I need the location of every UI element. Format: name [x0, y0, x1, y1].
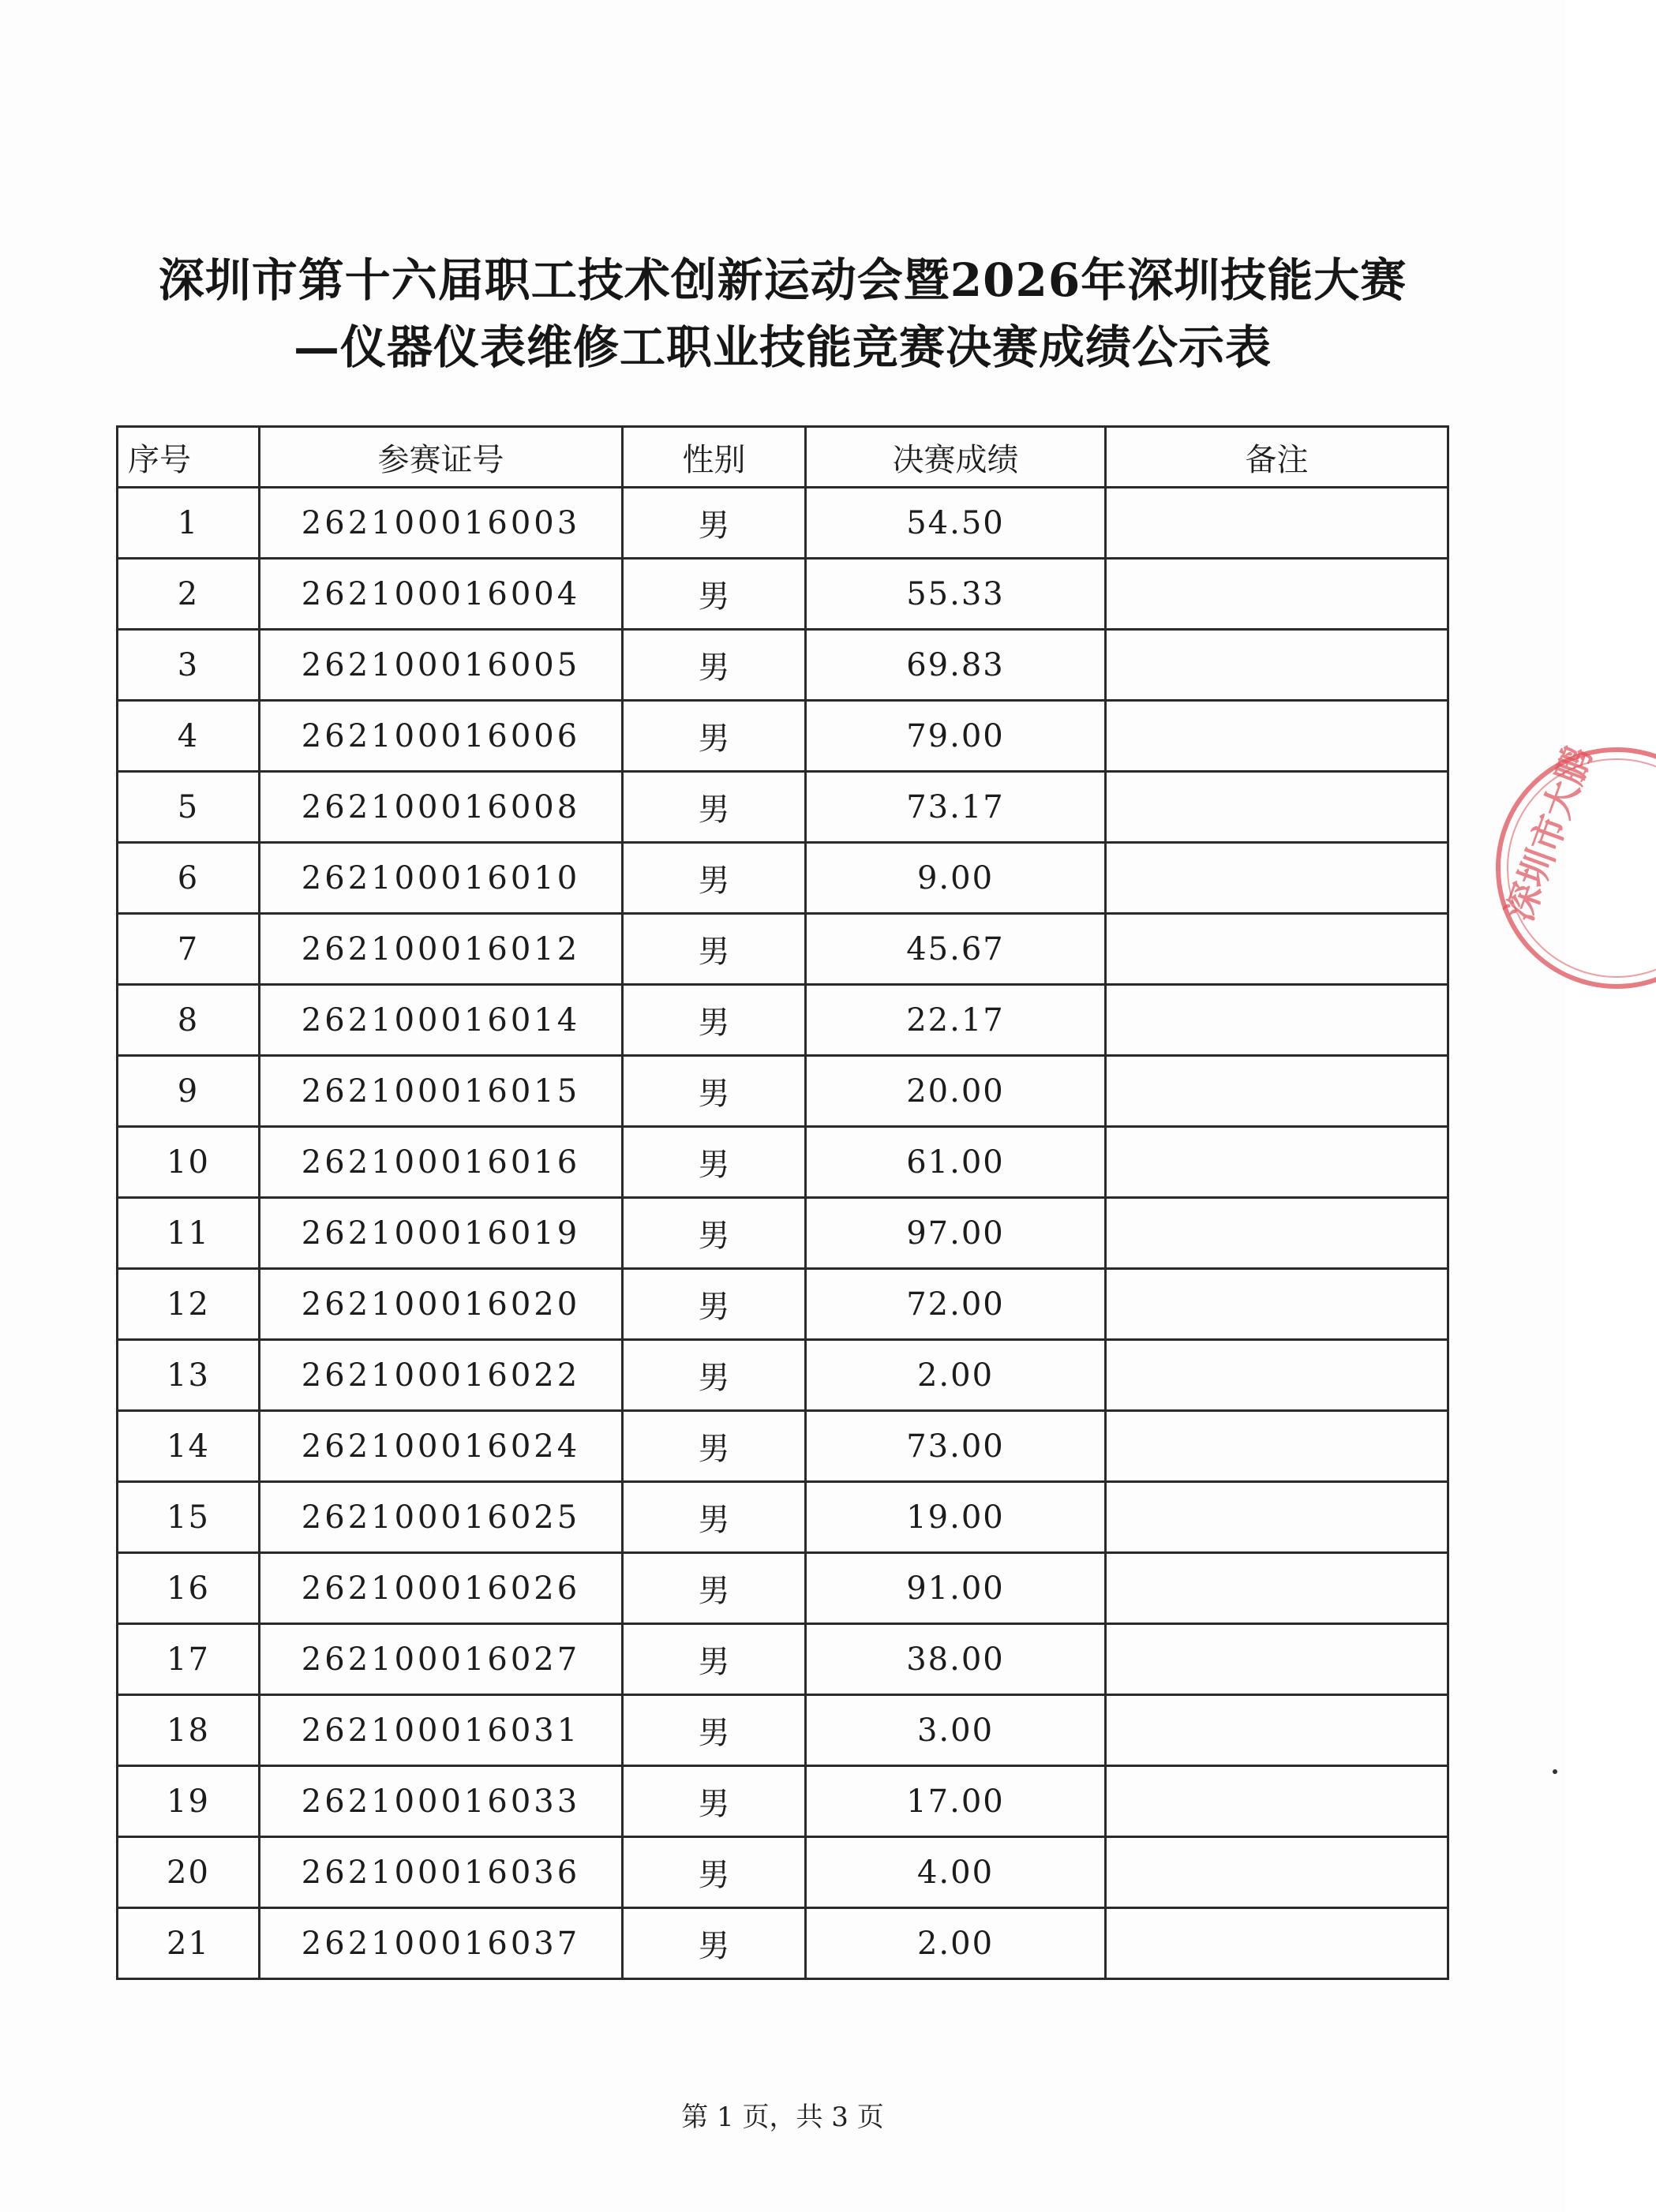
row-score-cell: 54.50: [806, 488, 1106, 559]
row-gender-cell: 男: [623, 1340, 806, 1411]
row-seq-cell: 11: [118, 1198, 260, 1269]
row-score-cell: 17.00: [806, 1766, 1106, 1837]
row-cert-number-cell: 262100016027: [260, 1624, 623, 1695]
row-gender-cell: 男: [623, 1766, 806, 1837]
row-gender-cell: 男: [623, 1482, 806, 1553]
row-remark-cell: [1106, 914, 1448, 985]
row-cert-number-cell: 262100016022: [260, 1340, 623, 1411]
row-seq-cell: 10: [118, 1127, 260, 1198]
row-cert-number-cell: 262100016012: [260, 914, 623, 985]
page-number: 第 1 页，共 3 页: [681, 2102, 884, 2133]
row-remark-cell: [1106, 630, 1448, 701]
table-row: [118, 488, 1448, 559]
row-seq-cell: 4: [118, 701, 260, 772]
document-title-line-1: 深圳市第十六届职工技术创新运动会暨2026年深圳技能大赛: [158, 253, 1407, 307]
row-gender-cell: 男: [623, 1269, 806, 1340]
table-row: [118, 772, 1448, 843]
row-score-cell: 2.00: [806, 1340, 1106, 1411]
row-cert-number-cell: 262100016036: [260, 1837, 623, 1908]
header-remark: 备注: [1106, 427, 1448, 488]
row-seq-cell: 15: [118, 1482, 260, 1553]
table-row: [118, 1340, 1448, 1411]
row-score-cell: 2.00: [806, 1908, 1106, 1979]
row-remark-cell: [1106, 985, 1448, 1056]
row-gender-cell: 男: [623, 559, 806, 630]
header-seq: 序号: [118, 427, 260, 488]
row-score-cell: 45.67: [806, 914, 1106, 985]
row-gender-cell: 男: [623, 701, 806, 772]
row-remark-cell: [1106, 1198, 1448, 1269]
table-row: [118, 1056, 1448, 1127]
header-final-score: 决赛成绩: [806, 427, 1106, 488]
row-gender-cell: 男: [623, 843, 806, 914]
row-remark-cell: [1106, 701, 1448, 772]
row-gender-cell: 男: [623, 772, 806, 843]
table-row: [118, 1411, 1448, 1482]
row-seq-cell: 14: [118, 1411, 260, 1482]
row-score-cell: 97.00: [806, 1198, 1106, 1269]
table-row: [118, 1624, 1448, 1695]
row-score-cell: 73.17: [806, 772, 1106, 843]
table-row: [118, 1269, 1448, 1340]
row-gender-cell: 男: [623, 1624, 806, 1695]
row-cert-number-cell: 262100016016: [260, 1127, 623, 1198]
official-seal-stamp: [1474, 726, 1656, 1010]
results-table: [116, 425, 1449, 1980]
row-cert-number-cell: 262100016015: [260, 1056, 623, 1127]
row-seq-cell: 8: [118, 985, 260, 1056]
row-cert-number-cell: 262100016005: [260, 630, 623, 701]
row-seq-cell: 13: [118, 1340, 260, 1411]
row-seq-cell: 6: [118, 843, 260, 914]
row-seq-cell: 3: [118, 630, 260, 701]
row-cert-number-cell: 262100016014: [260, 985, 623, 1056]
table-row: [118, 1553, 1448, 1624]
table-row: [118, 1127, 1448, 1198]
row-seq-cell: 2: [118, 559, 260, 630]
row-cert-number-cell: 262100016024: [260, 1411, 623, 1482]
row-gender-cell: 男: [623, 985, 806, 1056]
svg-text:深圳市大鹏: 深圳市大鹏: [1497, 741, 1601, 926]
table-row: [118, 1908, 1448, 1979]
row-remark-cell: [1106, 1837, 1448, 1908]
row-remark-cell: [1106, 1624, 1448, 1695]
row-remark-cell: [1106, 1482, 1448, 1553]
table-row: [118, 843, 1448, 914]
row-gender-cell: 男: [623, 1553, 806, 1624]
row-remark-cell: [1106, 488, 1448, 559]
row-seq-cell: 9: [118, 1056, 260, 1127]
row-seq-cell: 18: [118, 1695, 260, 1766]
row-seq-cell: 17: [118, 1624, 260, 1695]
row-seq-cell: 16: [118, 1553, 260, 1624]
row-remark-cell: [1106, 1553, 1448, 1624]
table-row: [118, 559, 1448, 630]
row-remark-cell: [1106, 843, 1448, 914]
table-row: [118, 985, 1448, 1056]
row-gender-cell: 男: [623, 1908, 806, 1979]
row-gender-cell: 男: [623, 1127, 806, 1198]
row-gender-cell: 男: [623, 914, 806, 985]
row-cert-number-cell: 262100016008: [260, 772, 623, 843]
row-seq-cell: 7: [118, 914, 260, 985]
row-gender-cell: 男: [623, 1695, 806, 1766]
row-score-cell: 20.00: [806, 1056, 1106, 1127]
row-cert-number-cell: 262100016004: [260, 559, 623, 630]
row-remark-cell: [1106, 1056, 1448, 1127]
row-cert-number-cell: 262100016025: [260, 1482, 623, 1553]
row-gender-cell: 男: [623, 488, 806, 559]
row-score-cell: 69.83: [806, 630, 1106, 701]
table-row: [118, 1482, 1448, 1553]
row-score-cell: 73.00: [806, 1411, 1106, 1482]
row-score-cell: 38.00: [806, 1624, 1106, 1695]
row-remark-cell: [1106, 1411, 1448, 1482]
row-cert-number-cell: 262100016026: [260, 1553, 623, 1624]
row-cert-number-cell: 262100016019: [260, 1198, 623, 1269]
row-gender-cell: 男: [623, 1411, 806, 1482]
row-remark-cell: [1106, 1269, 1448, 1340]
table-row: [118, 1837, 1448, 1908]
row-cert-number-cell: 262100016033: [260, 1766, 623, 1837]
table-row: [118, 630, 1448, 701]
row-cert-number-cell: 262100016003: [260, 488, 623, 559]
row-remark-cell: [1106, 559, 1448, 630]
row-gender-cell: 男: [623, 630, 806, 701]
row-seq-cell: 21: [118, 1908, 260, 1979]
row-gender-cell: 男: [623, 1837, 806, 1908]
row-score-cell: 4.00: [806, 1837, 1106, 1908]
header-cert-number: 参赛证号: [260, 427, 623, 488]
table-body: [118, 488, 1448, 1979]
row-remark-cell: [1106, 1695, 1448, 1766]
row-remark-cell: [1106, 1766, 1448, 1837]
table-row: [118, 701, 1448, 772]
row-cert-number-cell: 262100016037: [260, 1908, 623, 1979]
table-header-row: [118, 427, 1448, 488]
row-remark-cell: [1106, 1127, 1448, 1198]
row-score-cell: 72.00: [806, 1269, 1106, 1340]
table-row: [118, 1198, 1448, 1269]
row-seq-cell: 12: [118, 1269, 260, 1340]
row-remark-cell: [1106, 772, 1448, 843]
row-seq-cell: 5: [118, 772, 260, 843]
row-cert-number-cell: 262100016010: [260, 843, 623, 914]
table-row: [118, 1695, 1448, 1766]
row-gender-cell: 男: [623, 1056, 806, 1127]
row-cert-number-cell: 262100016031: [260, 1695, 623, 1766]
row-score-cell: 61.00: [806, 1127, 1106, 1198]
row-score-cell: 55.33: [806, 559, 1106, 630]
row-seq-cell: 1: [118, 488, 260, 559]
header-gender: 性别: [623, 427, 806, 488]
row-remark-cell: [1106, 1340, 1448, 1411]
scan-speck: [1553, 1769, 1557, 1774]
table-row: [118, 1766, 1448, 1837]
row-gender-cell: 男: [623, 1198, 806, 1269]
row-remark-cell: [1106, 1908, 1448, 1979]
row-score-cell: 19.00: [806, 1482, 1106, 1553]
document-title-line-2: —仪器仪表维修工职业技能竞赛决赛成绩公示表: [293, 320, 1272, 374]
row-score-cell: 9.00: [806, 843, 1106, 914]
row-cert-number-cell: 262100016006: [260, 701, 623, 772]
row-seq-cell: 20: [118, 1837, 260, 1908]
row-score-cell: 3.00: [806, 1695, 1106, 1766]
table-row: [118, 914, 1448, 985]
row-cert-number-cell: 262100016020: [260, 1269, 623, 1340]
row-score-cell: 22.17: [806, 985, 1106, 1056]
row-score-cell: 91.00: [806, 1553, 1106, 1624]
row-seq-cell: 19: [118, 1766, 260, 1837]
row-score-cell: 79.00: [806, 701, 1106, 772]
